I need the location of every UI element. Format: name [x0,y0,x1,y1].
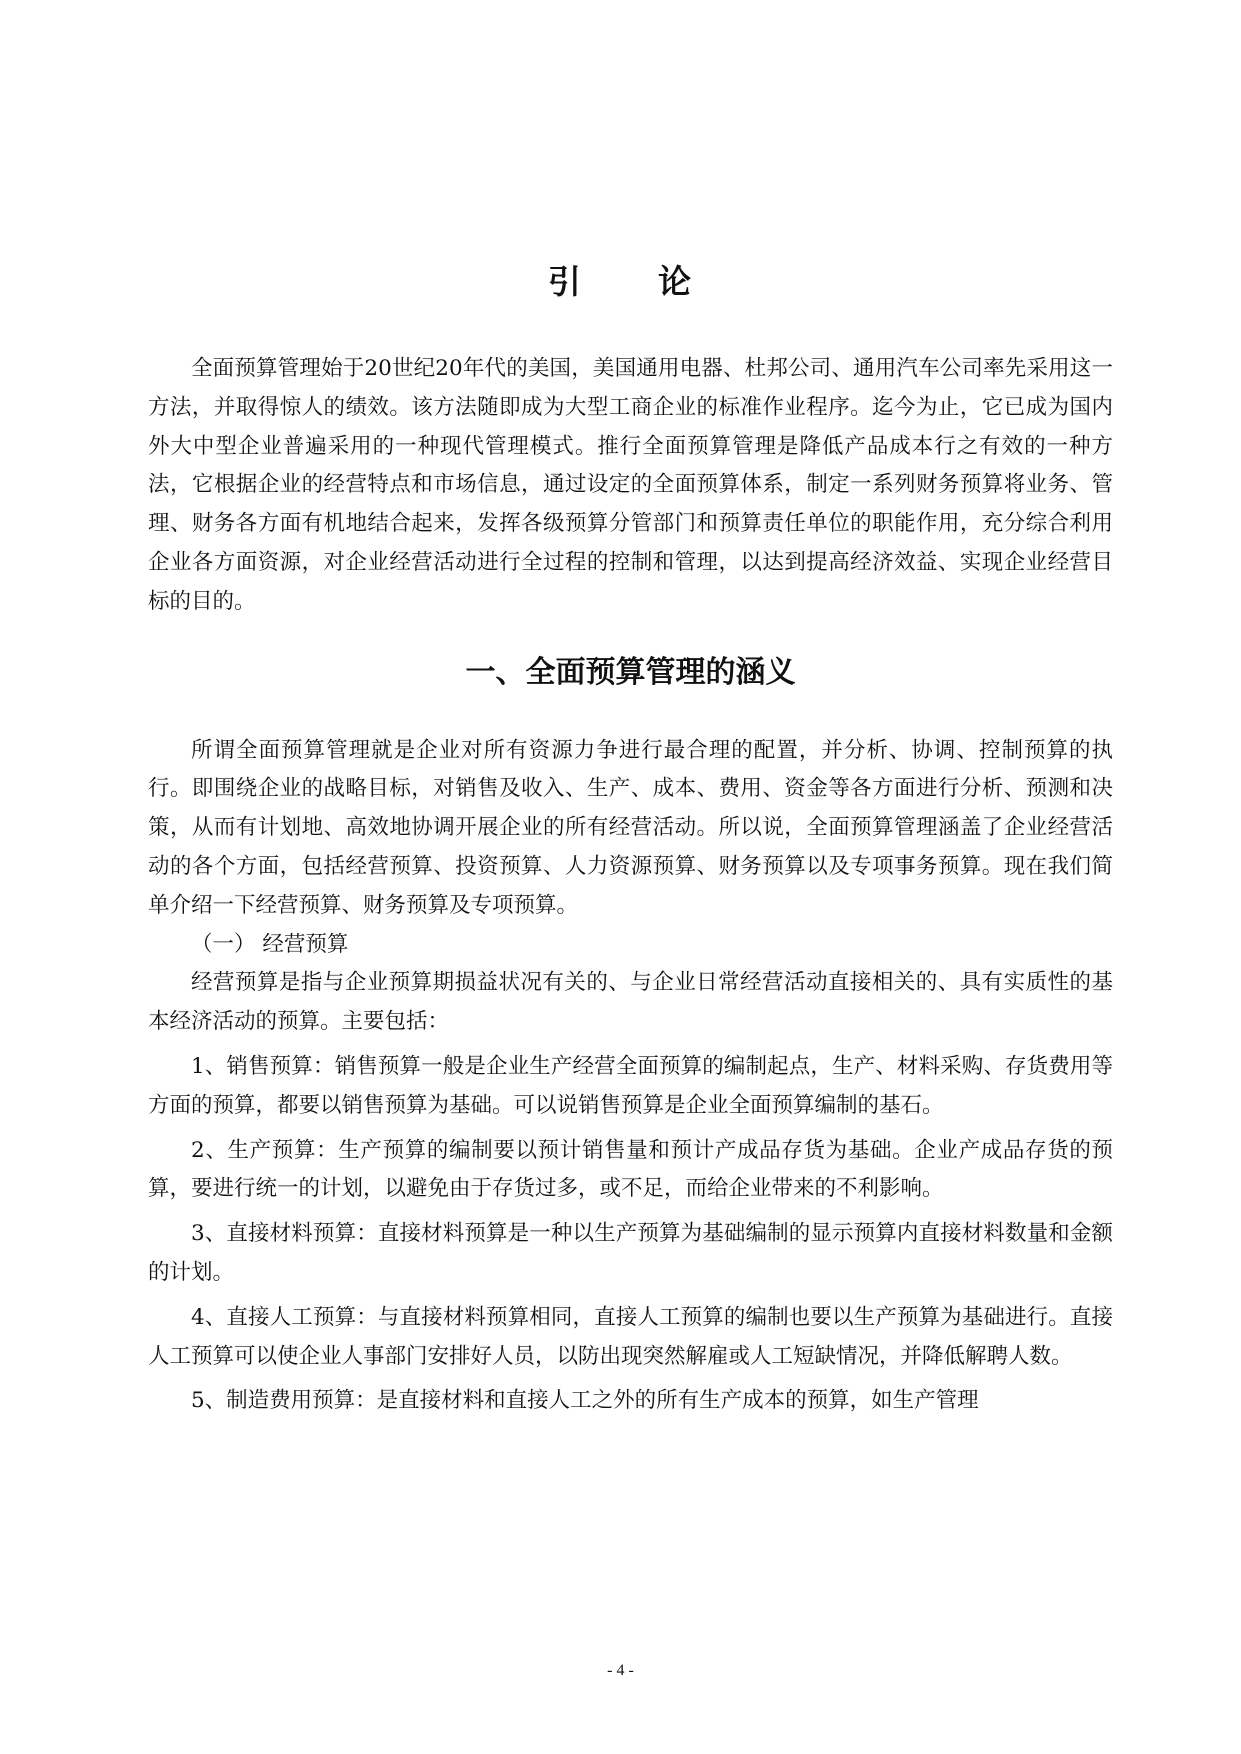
intro-paragraph: 全面预算管理始于20世纪20年代的美国，美国通用电器、杜邦公司、通用汽车公司率先采用这一方法，并取得惊人的绩效。该方法随即成为大型工商企业的标准作业程序。迄今为止，它已成为国内外大中型企业普遍采用的一种现代管理模式。推行全面预算管理是降低产品成本行之有效的一种方法，它根据企业的经营特点和市场信息，通过设定的全面预算体系，制定一系列财务预算将业务、管理、财务各方面有机地结合起来，发挥各级预算分管部门和预算责任单位的职能作用，充分综合利用企业各方面资源，对企业经营活动进行全过程的控制和管理，以达到提高经济效益、实现企业经营目标的目的。 [148,356,1113,614]
section-paragraph: 所谓全面预算管理就是企业对所有资源力争进行最合理的配置，并分析、协调、控制预算的执行。即围绕企业的战略目标，对销售及收入、生产、成本、费用、资金等各方面进行分析、预测和决策，从而有计划地、高效地协调开展企业的所有经营活动。所以说，全面预算管理涵盖了企业经营活动的各个方面，包括经营预算、投资预算、人力资源预算、财务预算以及专项事务预算。现在我们简单介绍一下经营预算、财务预算及专项预算。 [148,737,1113,918]
page-content [148,256,1113,1421]
section-title: 一、全面预算管理的涵义 [465,654,796,690]
chapter-title: 引 论 [548,262,713,301]
list-item-production-budget: 2、生产预算：生产预算的编制要以预计销售量和预计产成品存货为基础。企业产成品存货的预算，要进行统一的计划，以避免由于存货过多，或不足，而给企业带来的不利影响。 [148,1137,1113,1202]
list-item-sales-budget: 1、销售预算：销售预算一般是企业生产经营全面预算的编制起点，生产、材料采购、存货费用等方面的预算，都要以销售预算为基础。可以说销售预算是企业全面预算编制的基石。 [148,1053,1113,1118]
list-item-direct-materials-budget: 3、直接材料预算：直接材料预算是一种以生产预算为基础编制的显示预算内直接材料数量和金额的计划。 [148,1221,1113,1285]
list-item-direct-labor-budget: 4、直接人工预算：与直接材料预算相同，直接人工预算的编制也要以生产预算为基础进行。直接人工预算可以使企业人事部门安排好人员，以防出现突然解雇或人工短缺情况，并降低解聘人数。 [148,1304,1113,1369]
subsection-paragraph: 经营预算是指与企业预算期损益状况有关的、与企业日常经营活动直接相关的、具有实质性的基本经济活动的预算。主要包括： [148,970,1113,1035]
list-item-overhead-budget: 5、制造费用预算：是直接材料和直接人工之外的所有生产成本的预算，如生产管理 [191,1388,979,1414]
subsection-heading: （一） 经营预算 [191,931,349,957]
page-number: - 4 - [607,1662,634,1679]
